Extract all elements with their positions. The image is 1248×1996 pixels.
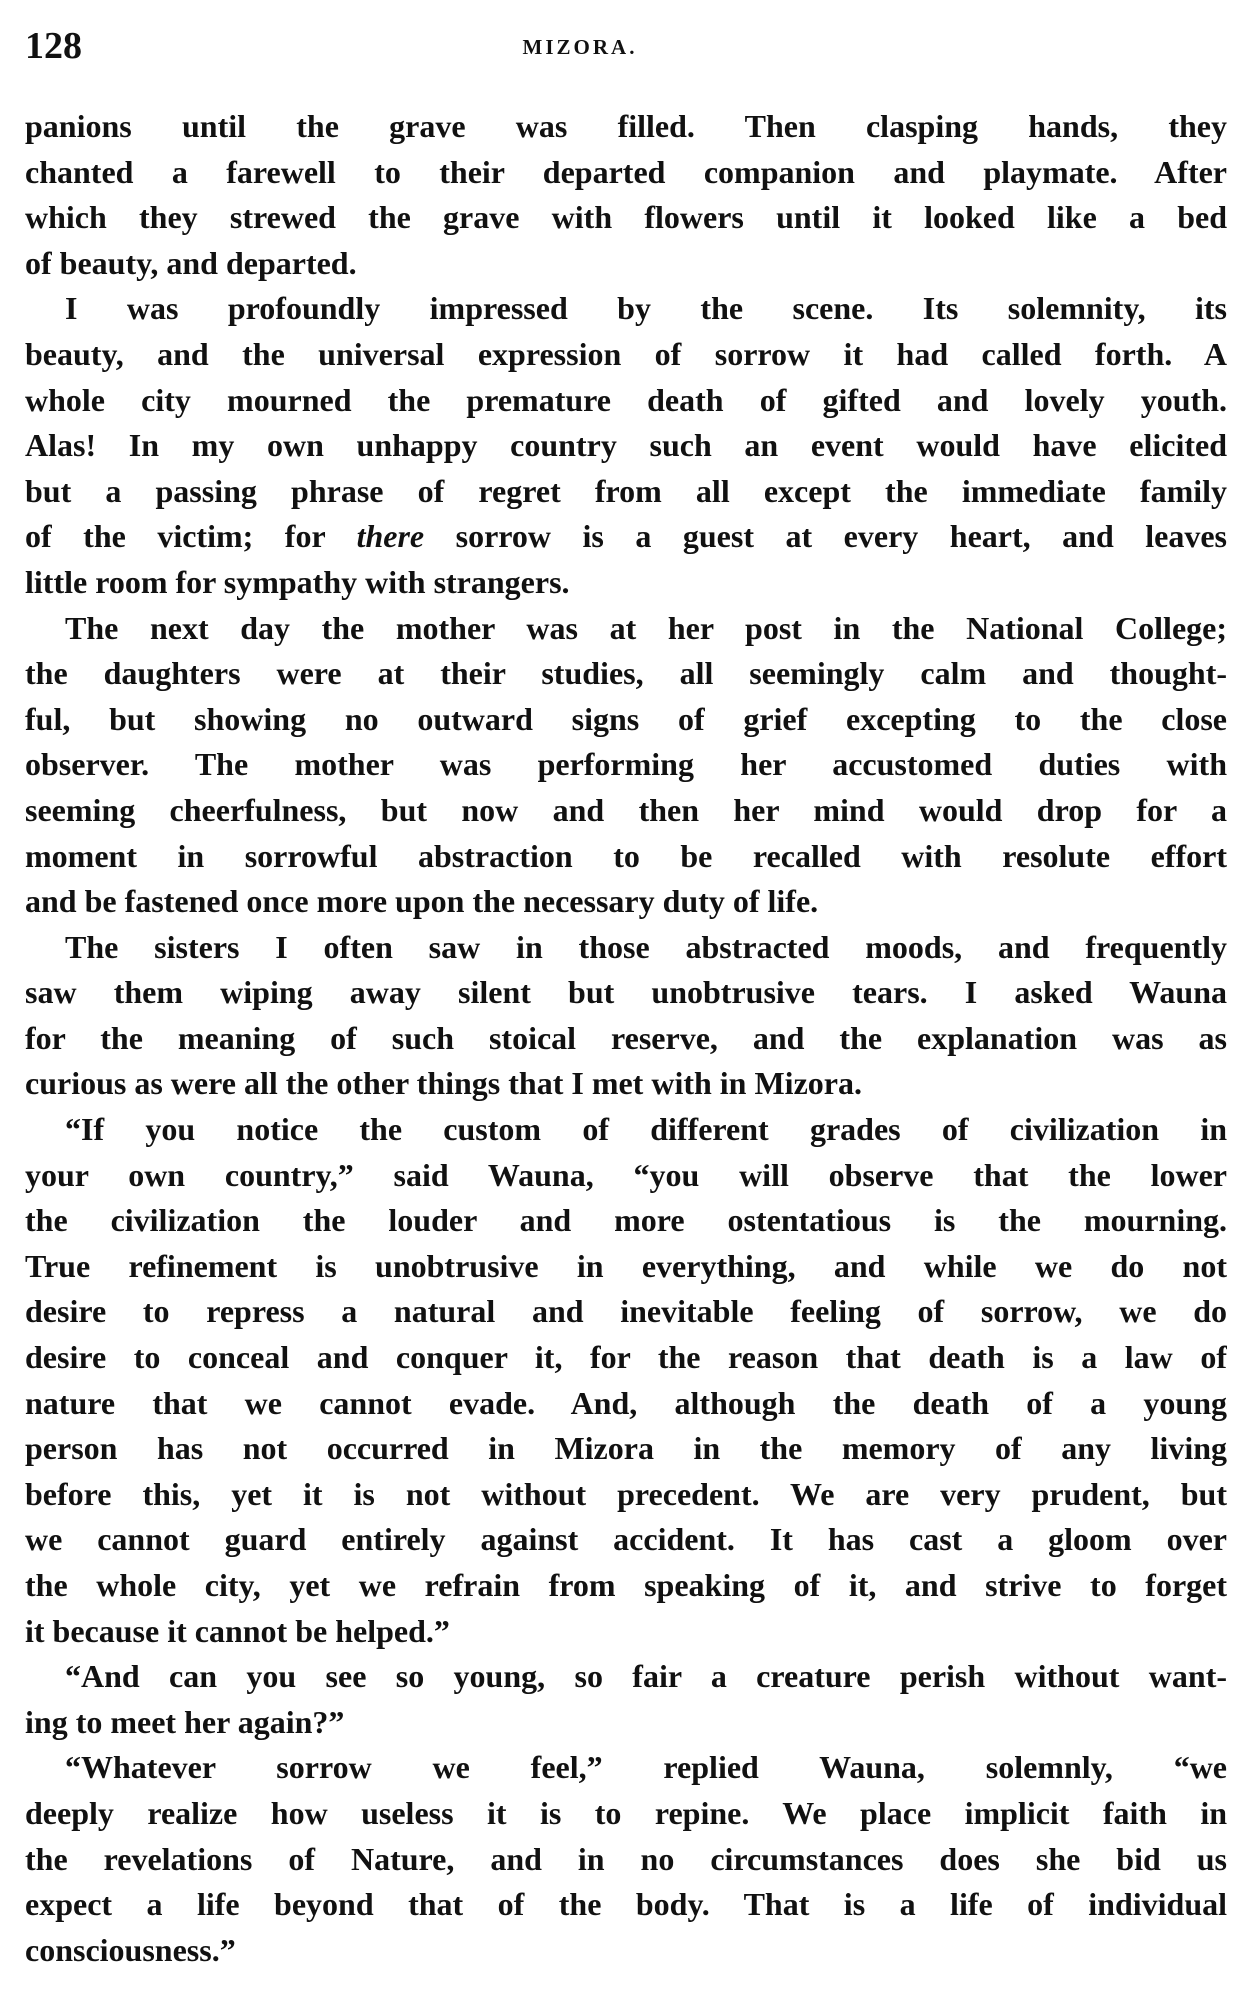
text-segment: of the victim; for [25,518,357,555]
text-line: desire to conceal and conquer it, for the reason that death is a law of [25,1339,1227,1376]
text-line: moment in sorrowful abstraction to be recalled with resolute effort [25,837,1227,874]
text-line: expect a life beyond that of the body. That is a life of individual [25,1886,1227,1923]
text-line: but a passing phrase of regret from all except the immediate family [25,472,1227,509]
text-line: before this, yet it is not without precedent. We are very prudent, but [25,1475,1227,1512]
text-line: “Whatever sorrow we feel,” replied Wauna, solemnly, “we [65,1749,1227,1786]
text-line: consciousness.” [25,1931,236,1968]
text-line: curious as were all the other things that I met with in Mizora. [25,1065,862,1102]
page-body-text [25,104,1227,1973]
text-line: which they strewed the grave with flowers until it looked like a bed [25,199,1227,236]
text-line: the whole city, yet we refrain from speaking of it, and strive to forget [25,1567,1227,1603]
text-line: it because it cannot be helped.” [25,1612,450,1649]
text-line: person has not occurred in Mizora in the memory of any living [25,1430,1227,1467]
text-line: of beauty, and departed. [25,244,357,281]
text-line: panions until the grave was filled. Then clasping hands, they [25,108,1227,144]
text-line: I was profoundly impressed by the scene. Its solemnity, its [65,290,1227,327]
text-line: desire to repress a natural and inevitable feeling of sorrow, we do [25,1293,1227,1330]
text-line: the civilization the louder and more ostentatious is the mourning. [25,1202,1227,1239]
text-line: whole city mourned the premature death of gifted and lovely youth. [25,381,1227,418]
text-line: The next day the mother was at her post in the National College; [65,609,1227,646]
text-line: little room for sympathy with strangers. [25,563,570,600]
text-line: True refinement is unobtrusive in everything, and while we do not [25,1247,1227,1284]
text-line: your own country,” said Wauna, “you will observe that the lower [25,1156,1227,1193]
page-number: 128 [25,25,82,67]
text-line: and be fastened once more upon the necessary duty of life. [25,883,819,920]
text-line: we cannot guard entirely against accident. It has cast a gloom over [25,1521,1227,1558]
text-line: The sisters I often saw in those abstracted moods, and frequently [65,928,1227,965]
text-line [25,514,1227,560]
running-title: MIZORA. [522,35,638,59]
text-line: “If you notice the custom of different grades of civilization in [65,1111,1227,1148]
text-line: nature that we cannot evade. And, although the death of a young [25,1384,1227,1421]
text-line: for the meaning of such stoical reserve, and the explanation was as [25,1019,1227,1056]
text-line: the daughters were at their studies, all seemingly calm and thought- [25,655,1227,692]
text-line: chanted a farewell to their departed companion and playmate. After [25,153,1227,190]
text-line: the revelations of Nature, and in no circumstances does she bid us [25,1840,1227,1877]
text-segment: sorrow is a guest at every heart, and leaves [424,518,1227,555]
text-line: ing to meet her again?” [25,1703,345,1740]
text-line: beauty, and the universal expression of sorrow it had called forth. A [25,335,1227,372]
text-line: observer. The mother was performing her accustomed duties with [25,746,1227,783]
text-line: saw them wiping away silent but unobtrusive tears. I asked Wauna [25,974,1227,1011]
text-line: deeply realize how useless it is to repine. We place implicit faith in [25,1794,1227,1831]
text-line: ful, but showing no outward signs of grief excepting to the close [25,700,1227,737]
text-line: seeming cheerfulness, but now and then her mind would drop for a [25,791,1227,828]
text-line: Alas! In my own unhappy country such an event would have elicited [25,427,1227,464]
text-line: “And can you see so young, so fair a creature perish without want- [65,1658,1227,1695]
italic-text: there [356,518,425,555]
